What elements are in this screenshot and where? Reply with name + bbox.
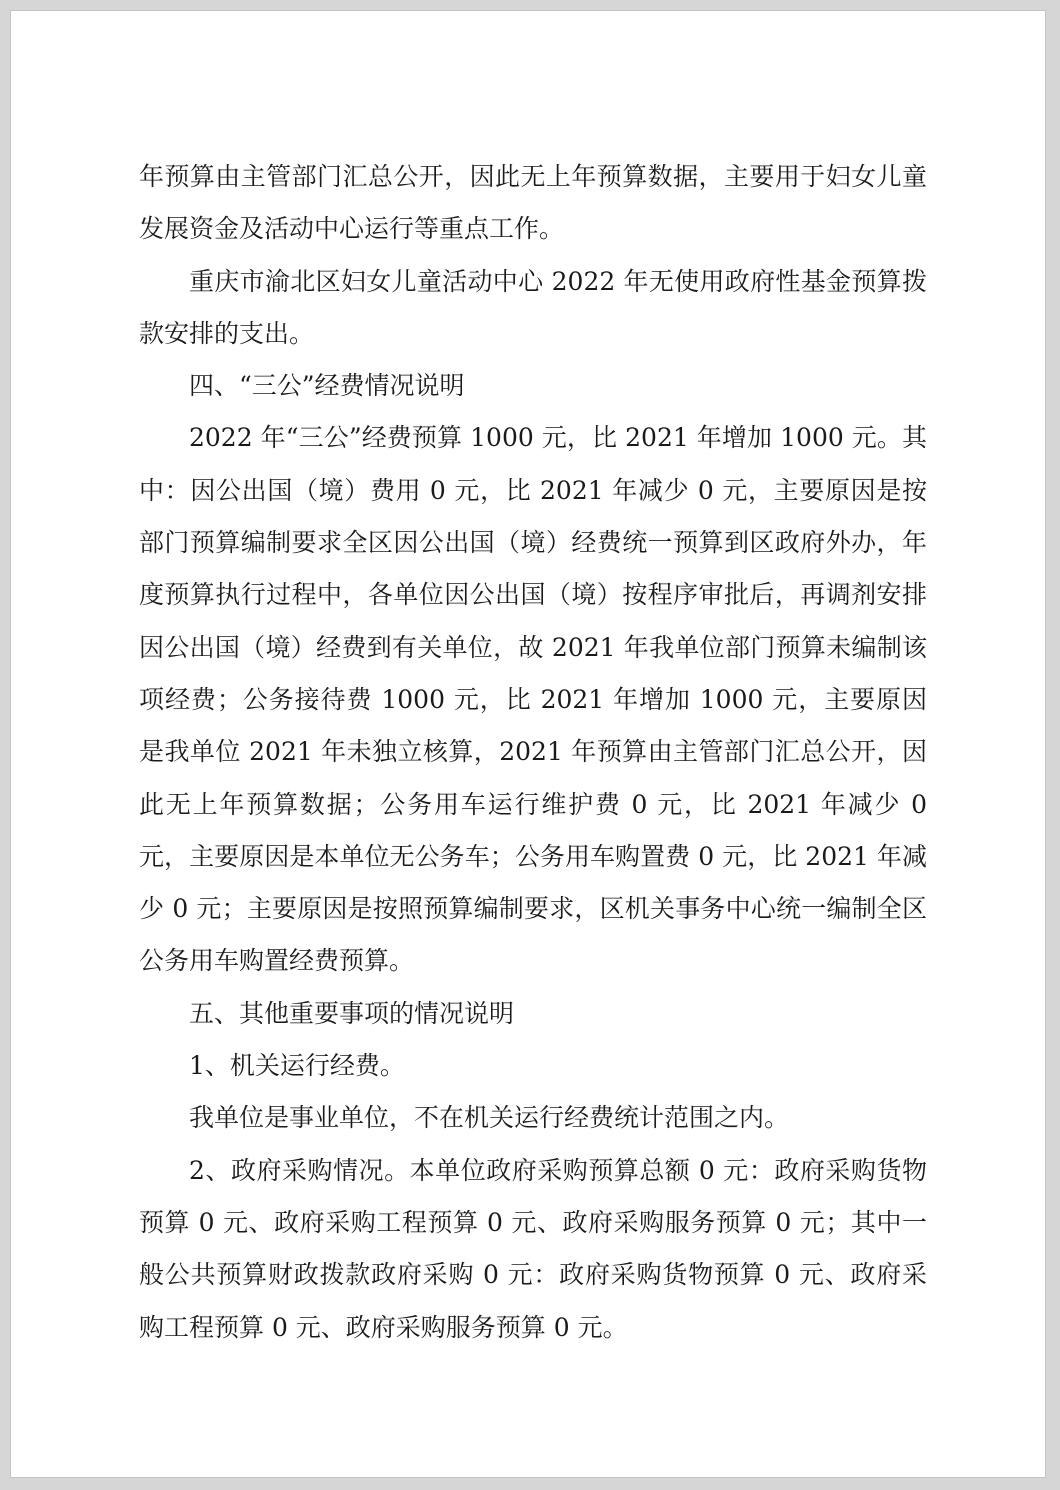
paragraph-operating-expenses: 我单位是事业单位，不在机关运行经费统计范围之内。 <box>189 1103 790 1133</box>
paragraph-government-fund: 重庆市渝北区妇女儿童活动中心 2022 年无使用政府性基金预算拨款安排的支出。 <box>139 266 927 348</box>
section-heading-three-public: 四、“三公”经费情况说明 <box>189 371 465 401</box>
subheading-operating-expenses: 1、机关运行经费。 <box>189 1051 405 1081</box>
paragraph-budget-summary: 年预算由主管部门汇总公开，因此无上年预算数据，主要用于妇女儿童发展资金及活动中心运行等重点工作。 <box>139 162 927 244</box>
paragraph-government-procurement: 2、政府采购情况。本单位政府采购预算总额 0 元：政府采购货物预算 0 元、政府采购工程预算 0 元、政府采购服务预算 0 元；其中一般公共预算财政拨款政府采购 0 元：政府采购货物预算 0 元、政府采购工程预算 0 元、政府采购服务预算 0 元。 <box>139 1155 927 1342</box>
document-page <box>10 10 1046 1478</box>
section-heading-other-matters: 五、其他重要事项的情况说明 <box>189 998 515 1028</box>
document-body <box>139 151 927 1354</box>
paragraph-three-public-detail: 2022 年“三公”经费预算 1000 元，比 2021 年增加 1000 元。其中：因公出国（境）费用 0 元，比 2021 年减少 0 元，主要原因是按部门预算编制要求全区因公出国（境）经费统一预算到区政府外办，年度预算执行过程中，各单位因公出国（境）按程序审批后，再调剂安排因公出国（境）经费到有关单位，故 2021 年我单位部门预算未编制该项经费；公务接待费 1000 元，比 2021 年增加 1000 元，主要原因是我单位 2021 年未独立核算，2021 年预算由主管部门汇总公开，因此无上年预算数据；公务用车运行维护费 0 元，比 2021 年减少 0 元，主要原因是本单位无公务车；公务用车购置费 0 元，比 2021 年减少 0 元；主要原因是按照预算编制要求，区机关事务中心统一编制全区公务用车购置经费预算。 <box>139 423 927 976</box>
